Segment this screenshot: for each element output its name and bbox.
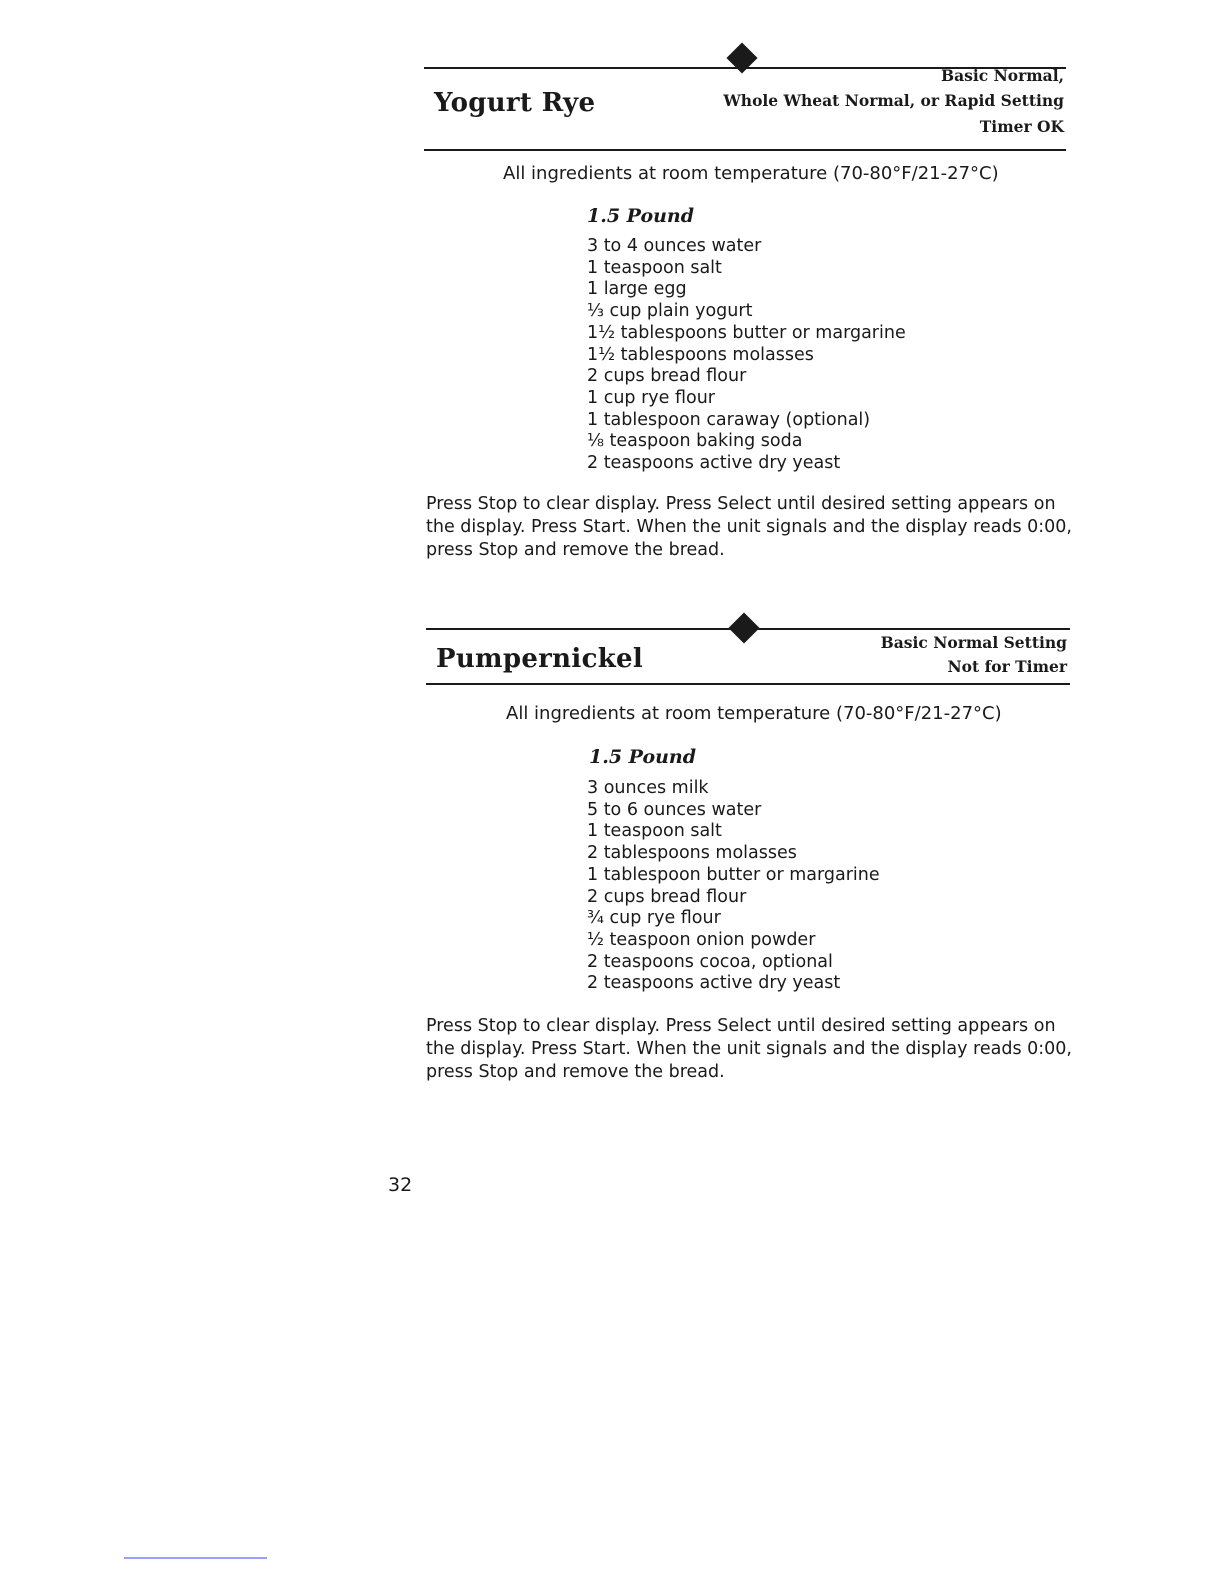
setting-line-3: Timer OK <box>979 117 1064 136</box>
page-number: 32 <box>388 1174 413 1196</box>
instructions-paragraph: Press Stop to clear display. Press Select until desired setting appears on the display. Press Start. When the unit signals and the display reads 0:00, press Stop and remove the bread. <box>426 1016 1072 1082</box>
ingredient: 1½ tablespoons molasses <box>587 344 814 365</box>
ingredient: 1 tablespoon caraway (optional) <box>587 409 871 430</box>
ingredient: 1 cup rye flour <box>587 387 715 408</box>
setting-line-2: Whole Wheat Normal, or Rapid Setting <box>723 91 1064 110</box>
ingredient: 2 cups bread flour <box>587 886 747 907</box>
ingredient: 2 teaspoons active dry yeast <box>587 973 841 994</box>
diamond-ornament-icon <box>728 612 759 643</box>
ingredient: ⅛ teaspoon baking soda <box>587 431 803 452</box>
instructions-paragraph: Press Stop to clear display. Press Select until desired setting appears on the display. Press Start. When the unit signals and the display reads 0:00, press Stop and remove the bread. <box>426 494 1072 560</box>
ingredient: 1 teaspoon salt <box>587 257 722 278</box>
ingredient: ⅓ cup plain yogurt <box>587 301 753 322</box>
ingredient: 2 teaspoons cocoa, optional <box>587 951 833 972</box>
ingredient: ½ teaspoon onion powder <box>587 929 816 950</box>
temperature-note: All ingredients at room temperature (70-80°F/21-27°C) <box>506 703 1002 724</box>
ingredient: 3 to 4 ounces water <box>587 236 762 256</box>
ingredient: 2 teaspoons active dry yeast <box>587 453 841 474</box>
yield-heading: 1.5 Pound <box>589 746 697 768</box>
recipe-title: Pumpernickel <box>436 644 644 674</box>
ingredient: 1 tablespoon butter or margarine <box>587 864 880 885</box>
ingredient: 2 tablespoons molasses <box>587 843 797 864</box>
scan-edge-mark <box>124 1557 267 1559</box>
ingredient: 3 ounces milk <box>587 778 709 798</box>
recipe-title: Yogurt Rye <box>434 88 596 118</box>
setting-line-1: Basic Normal Setting <box>880 633 1067 652</box>
setting-line-1: Basic Normal, <box>941 66 1064 85</box>
setting-line-2: Not for Timer <box>947 657 1067 676</box>
ingredient-list <box>587 778 880 995</box>
ingredient: 1 teaspoon salt <box>587 821 722 842</box>
header-bottom-rule <box>426 683 1070 685</box>
ingredient: 1½ tablespoons butter or margarine <box>587 322 906 343</box>
header-bottom-rule <box>424 149 1066 151</box>
ingredient: 1 large egg <box>587 279 687 300</box>
yield-heading: 1.5 Pound <box>587 205 695 227</box>
temperature-note: All ingredients at room temperature (70-80°F/21-27°C) <box>503 163 999 184</box>
ingredient-list <box>587 236 906 475</box>
ingredient: ¾ cup rye flour <box>587 908 721 929</box>
ingredient: 5 to 6 ounces water <box>587 799 762 820</box>
ingredient: 2 cups bread flour <box>587 366 747 387</box>
